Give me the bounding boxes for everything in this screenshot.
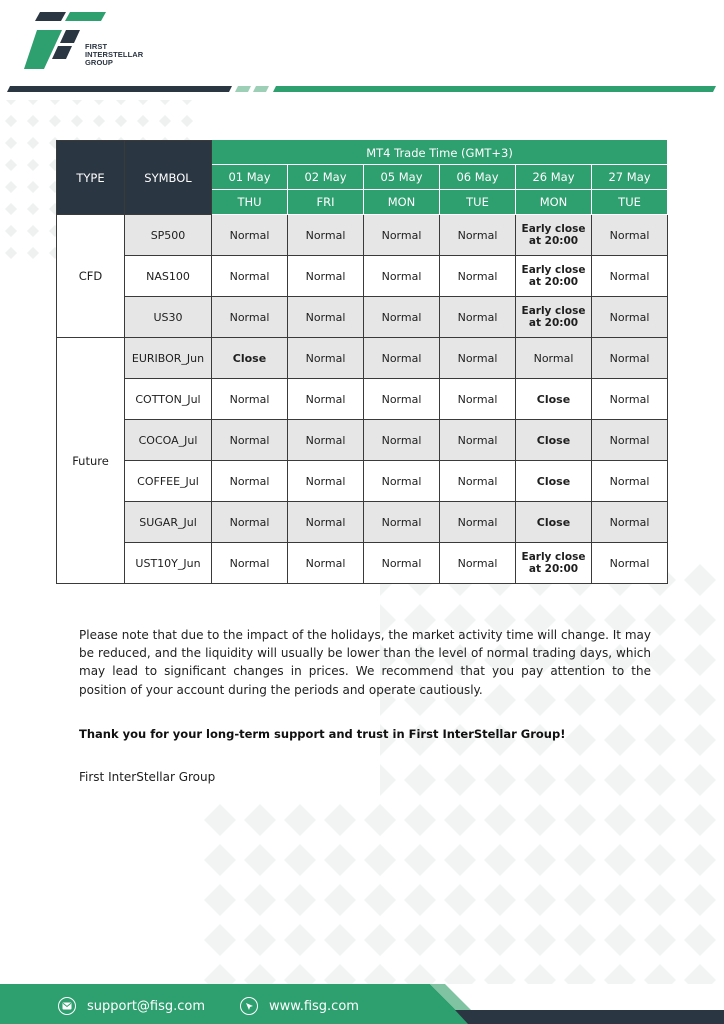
symbol-cell: NAS100 [125,256,212,297]
date-header: 01 May [212,165,288,190]
status-cell: Close [516,461,592,502]
status-cell: Normal [288,543,364,584]
status-cell: Normal [440,297,516,338]
status-cell: Normal [364,502,440,543]
status-cell: Normal [592,461,668,502]
status-cell: Normal [288,256,364,297]
status-cell: Early close at 20:00 [516,256,592,297]
day-header: TUE [592,190,668,215]
status-cell: Normal [592,338,668,379]
status-cell: Normal [440,215,516,256]
website-link[interactable]: www.fisg.com [269,998,359,1014]
status-cell: Normal [212,256,288,297]
day-header: MON [516,190,592,215]
status-cell: Close [516,379,592,420]
status-cell: Normal [440,461,516,502]
status-cell: Normal [288,502,364,543]
day-header: TUE [440,190,516,215]
type-cell: CFD [57,215,125,338]
email-link[interactable]: support@fisg.com [87,998,206,1014]
table-row [57,297,668,338]
trade-time-table [56,140,668,584]
table-row [57,461,668,502]
symbol-header: SYMBOL [125,141,212,215]
status-cell: Early close at 20:00 [516,215,592,256]
symbol-cell: SUGAR_Jul [125,502,212,543]
symbol-cell: COCOA_Jul [125,420,212,461]
logo-wordmark [85,43,143,67]
status-cell: Normal [440,338,516,379]
table-body [57,215,668,584]
symbol-cell: US30 [125,297,212,338]
status-cell: Normal [364,297,440,338]
status-cell: Normal [364,256,440,297]
logo-line: GROUP [85,58,114,67]
type-cell: Future [57,338,125,584]
status-cell: Normal [212,543,288,584]
status-cell: Normal [592,256,668,297]
status-cell: Normal [212,379,288,420]
cursor-icon [240,997,258,1015]
status-cell: Normal [288,461,364,502]
table-row [57,502,668,543]
status-cell: Normal [212,297,288,338]
type-header: TYPE [57,141,125,215]
status-cell: Normal [364,379,440,420]
table-row [57,256,668,297]
holiday-notice: Please note that due to the impact of the holidays, the market activity time will change. It may be reduced, and the liquidity will usually be lower than the level of normal trading days, which may lead to significant changes in prices. We recommend that you pay attention to the position of your account during the periods and operate cautiously. [79,628,651,697]
status-cell: Normal [364,215,440,256]
status-cell: Normal [516,338,592,379]
status-cell: Early close at 20:00 [516,543,592,584]
footer-email[interactable] [58,996,205,1016]
status-cell: Normal [364,338,440,379]
status-cell: Close [212,338,288,379]
footer-website[interactable] [240,996,359,1016]
status-cell: Normal [364,543,440,584]
status-cell: Normal [592,379,668,420]
status-cell: Normal [592,420,668,461]
status-cell: Normal [212,420,288,461]
status-cell: Normal [212,502,288,543]
status-cell: Close [516,420,592,461]
symbol-cell: SP500 [125,215,212,256]
table-row [57,379,668,420]
status-cell: Normal [212,215,288,256]
status-cell: Normal [440,256,516,297]
header-stripe [0,86,724,94]
status-cell: Normal [364,420,440,461]
status-cell: Normal [364,461,440,502]
status-cell: Normal [212,461,288,502]
status-cell: Normal [288,379,364,420]
symbol-cell: UST10Y_Jun [125,543,212,584]
status-cell: Normal [440,543,516,584]
date-header: 26 May [516,165,592,190]
logo-line: INTERSTELLAR [85,50,144,59]
status-cell: Normal [440,502,516,543]
symbol-cell: COFFEE_Jul [125,461,212,502]
status-cell: Normal [440,379,516,420]
status-cell: Normal [592,215,668,256]
table-row [57,338,668,379]
status-cell: Close [516,502,592,543]
status-cell: Normal [592,543,668,584]
status-cell: Normal [288,215,364,256]
date-header: 06 May [440,165,516,190]
status-cell: Normal [288,420,364,461]
status-cell: Normal [592,502,668,543]
day-header: FRI [288,190,364,215]
symbol-cell: EURIBOR_Jun [125,338,212,379]
status-cell: Normal [440,420,516,461]
date-header: 02 May [288,165,364,190]
status-cell: Early close at 20:00 [516,297,592,338]
status-cell: Normal [288,338,364,379]
day-header: THU [212,190,288,215]
date-header: 27 May [592,165,668,190]
table-title: MT4 Trade Time (GMT+3) [212,141,668,165]
table-row [57,420,668,461]
table-row [57,215,668,256]
symbol-cell: COTTON_Jul [125,379,212,420]
mail-icon [58,997,76,1015]
status-cell: Normal [592,297,668,338]
status-cell: Normal [288,297,364,338]
signature: First InterStellar Group [79,770,216,784]
day-header: MON [364,190,440,215]
logo-line: FIRST [85,42,108,51]
table-row [57,543,668,584]
thank-you-message: Thank you for your long-term support and trust in First InterStellar Group! [79,727,566,741]
date-header: 05 May [364,165,440,190]
